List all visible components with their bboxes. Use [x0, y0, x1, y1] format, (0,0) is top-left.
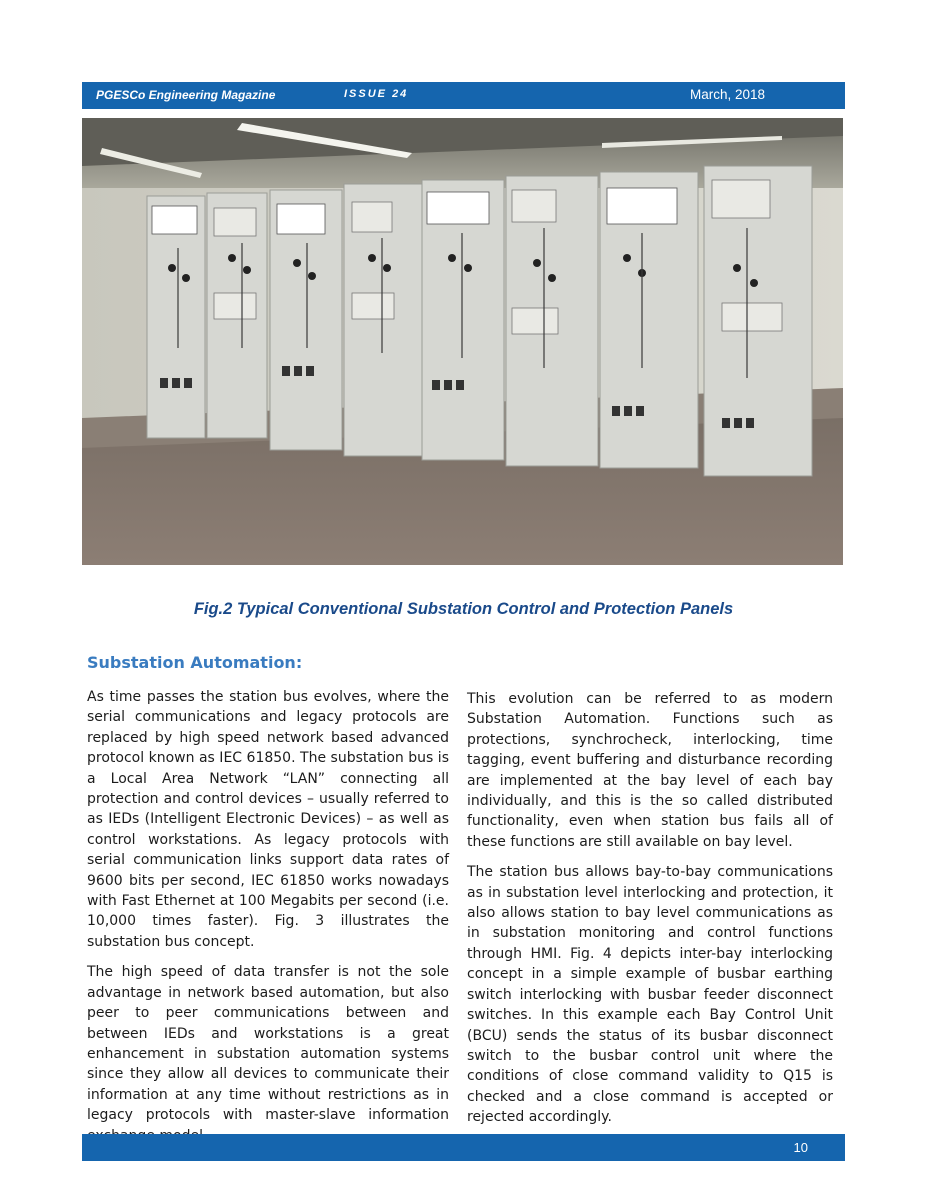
figure-caption: Fig.2 Typical Conventional Substation Control and Protection Panels: [193, 600, 734, 618]
substation-panels-photo: [82, 118, 843, 565]
right-column: [467, 689, 833, 1138]
page-number: 10: [793, 1140, 808, 1155]
left-column: [87, 687, 449, 1156]
paragraph: This evolution can be referred to as modern Substation Automation. Functions such as protections, synchrocheck, interlocking, time tagging, event buffering and disturbance recording are implemented at the bay level of each bay individually, and this is the so called distributed functionality, even when station bus fails all of these functions are still available on bay level.: [467, 691, 833, 850]
header-bar: [82, 82, 845, 109]
magazine-title: PGESCo Engineering Magazine: [96, 88, 276, 102]
issue-date: March, 2018: [690, 87, 766, 102]
paragraph: The high speed of data transfer is not the sole advantage in network based automation, but also peer to peer communications between and between IEDs and workstations is a great enhancement in substation automation systems since they allow all devices to communicate their information at any time without restrictions as in legacy protocols with master-slave information: [87, 964, 449, 1124]
footer-bar: [82, 1134, 845, 1161]
paragraph: The station bus allows bay-to-bay communications as in substation level interlocking and protection, it also allows station to bay level communications as in substation monitoring and control functions through HMI. Fig. 4 depicts inter-bay interlocking concept in a simple example of busbar earthing switch interlocking with busbar feeder disconnect switches. In this example each Bay Control Unit (BCU) sends the status of its busbar disconnect switch to the busbar control unit where the conditions of close command validity to Q15 is checked and a close command is accepted or rejected accordingly.: [467, 864, 833, 1126]
paragraph: As time passes the station bus evolves, where the serial communications and legacy protocols are replaced by high speed network based advanced protocol known as IEC 61850. The substation bus is a Local Area Network “LAN” connecting all protection and control devices – usually referred to as IEDs (Intelligent Electronic Devices) – as well as control workstations. As legacy protocols with serial communication links support data rates of 9600 bits per second, IEC 61850 works nowadays with Fast Ethernet at 100 Megabits per second (i.e. 10,000 times faster). Fig. 3 illustrates the substation bus concept.: [87, 689, 449, 950]
section-heading: Substation Automation:: [87, 653, 303, 672]
issue-label: ISSUE 24: [344, 88, 409, 100]
